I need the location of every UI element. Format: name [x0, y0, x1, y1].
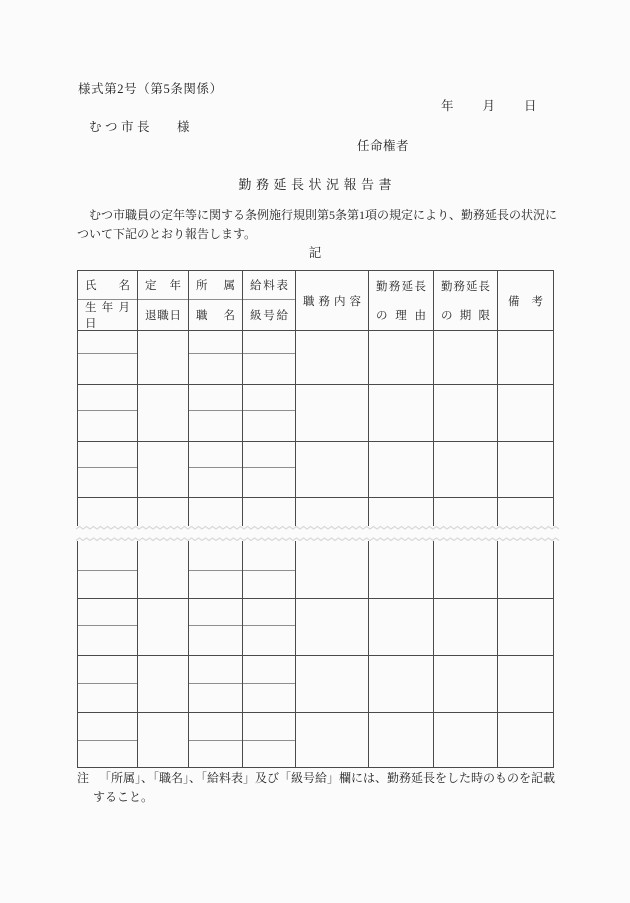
extension-reason-cell: [369, 656, 434, 712]
name-birthdate-cell: [78, 599, 138, 655]
header-extension-limit-line2: の期限: [441, 310, 490, 322]
retirement-date-cell: [138, 713, 189, 767]
page-break-tear: [70, 521, 562, 545]
table-empty-row: [78, 331, 553, 385]
remarks-cell: [498, 385, 553, 441]
duties-cell: [296, 713, 369, 767]
header-name-label: 氏名: [85, 280, 130, 292]
extension-reason-cell: [369, 331, 434, 384]
retirement-date-cell: [138, 656, 189, 712]
duties-cell: [296, 385, 369, 441]
header-birthdate-label: 生年月日: [85, 302, 130, 330]
footnote-label: 注: [77, 771, 90, 785]
header-affiliation-label: 所属: [196, 280, 235, 292]
affiliation-title-cell: [189, 599, 243, 655]
duties-cell: [296, 599, 369, 655]
retirement-date-cell: [138, 385, 189, 441]
extension-limit-cell: [434, 713, 498, 767]
header-duties-label: 職務内容: [303, 295, 361, 308]
extension-reason-cell: [369, 442, 434, 497]
table-empty-row: [78, 599, 553, 656]
header-extension-reason: [369, 271, 434, 330]
name-birthdate-cell: [78, 713, 138, 767]
affiliation-title-cell: [189, 656, 243, 712]
body-paragraph: [77, 206, 557, 243]
paragraph-line: むつ市職員の定年等に関する条例施行規則第5条第1項の規定により、勤務延長の状況に: [89, 208, 558, 222]
appointer-label: 任命権者: [357, 139, 410, 153]
salary-grade-cell: [243, 713, 296, 767]
recipient-line: [89, 117, 193, 135]
header-job-title-label: 職名: [196, 310, 235, 322]
paragraph-line: ついて下記のとおり報告します。: [77, 226, 257, 241]
extension-reason-cell: [369, 713, 434, 767]
affiliation-title-cell: [189, 442, 243, 497]
footnote: [77, 769, 559, 806]
footnote-line: [77, 769, 559, 788]
recipient-name: むつ市長: [89, 120, 154, 134]
header-retire-age-label: 定年: [145, 280, 181, 292]
extension-limit-cell: [434, 656, 498, 712]
retirement-date-cell: [138, 331, 189, 384]
header-duties: [296, 271, 369, 330]
date-line: [441, 96, 537, 114]
date-month: 月: [482, 99, 496, 113]
header-retirement: [138, 271, 189, 330]
header-extension-reason-line2: の理由: [376, 310, 426, 322]
duties-cell: [296, 442, 369, 497]
header-salary-table-label: 給料表: [250, 280, 288, 292]
name-birthdate-cell: [78, 656, 138, 712]
table-empty-row: [78, 385, 553, 442]
salary-grade-cell: [243, 331, 296, 384]
name-birthdate-cell: [78, 331, 138, 384]
duties-cell: [296, 656, 369, 712]
extension-limit-cell: [434, 442, 498, 497]
affiliation-title-cell: [189, 385, 243, 441]
header-grade-step-label: 級号給: [250, 310, 288, 322]
footnote-line: すること。: [93, 789, 154, 804]
remarks-cell: [498, 331, 553, 384]
extension-limit-cell: [434, 599, 498, 655]
header-extension-reason-line1: 勤務延長: [376, 281, 426, 293]
salary-grade-cell: [243, 656, 296, 712]
table-empty-row: [78, 713, 553, 767]
report-table: [77, 270, 554, 768]
record-marker: 記: [308, 246, 322, 260]
header-remarks-label: 備考: [508, 295, 543, 308]
table-header-row: [78, 271, 553, 331]
table-empty-row: [78, 656, 553, 713]
header-extension-limit-line1: 勤務延長: [441, 281, 490, 293]
remarks-cell: [498, 599, 553, 655]
affiliation-title-cell: [189, 713, 243, 767]
footnote-text: 「所属」、「職名」、「給料表」及び「級号給」欄には、勤務延長をした時のものを記載: [99, 771, 556, 785]
header-name-birthdate: [78, 271, 138, 330]
extension-limit-cell: [434, 385, 498, 441]
header-extension-limit: [434, 271, 498, 330]
retirement-date-cell: [138, 599, 189, 655]
extension-reason-cell: [369, 385, 434, 441]
table-empty-row: [78, 442, 553, 498]
retirement-date-cell: [138, 442, 189, 497]
form-number: 様式第2号（第5条関係）: [78, 82, 223, 96]
extension-limit-cell: [434, 331, 498, 384]
date-year: 年: [441, 99, 454, 113]
salary-grade-cell: [243, 385, 296, 441]
extension-reason-cell: [369, 599, 434, 655]
header-affiliation-title: [189, 271, 243, 330]
duties-cell: [296, 331, 369, 384]
remarks-cell: [498, 713, 553, 767]
header-retire-date-label: 退職日: [145, 310, 181, 322]
affiliation-title-cell: [189, 331, 243, 384]
name-birthdate-cell: [78, 442, 138, 497]
name-birthdate-cell: [78, 385, 138, 441]
salary-grade-cell: [243, 599, 296, 655]
recipient-honorific: 様: [177, 120, 194, 134]
salary-grade-cell: [243, 442, 296, 497]
remarks-cell: [498, 442, 553, 497]
document-title: 勤務延長状況報告書: [238, 177, 396, 192]
date-day: 日: [524, 99, 537, 113]
remarks-cell: [498, 656, 553, 712]
header-salary-grade: [243, 271, 296, 330]
header-remarks: [498, 271, 553, 330]
